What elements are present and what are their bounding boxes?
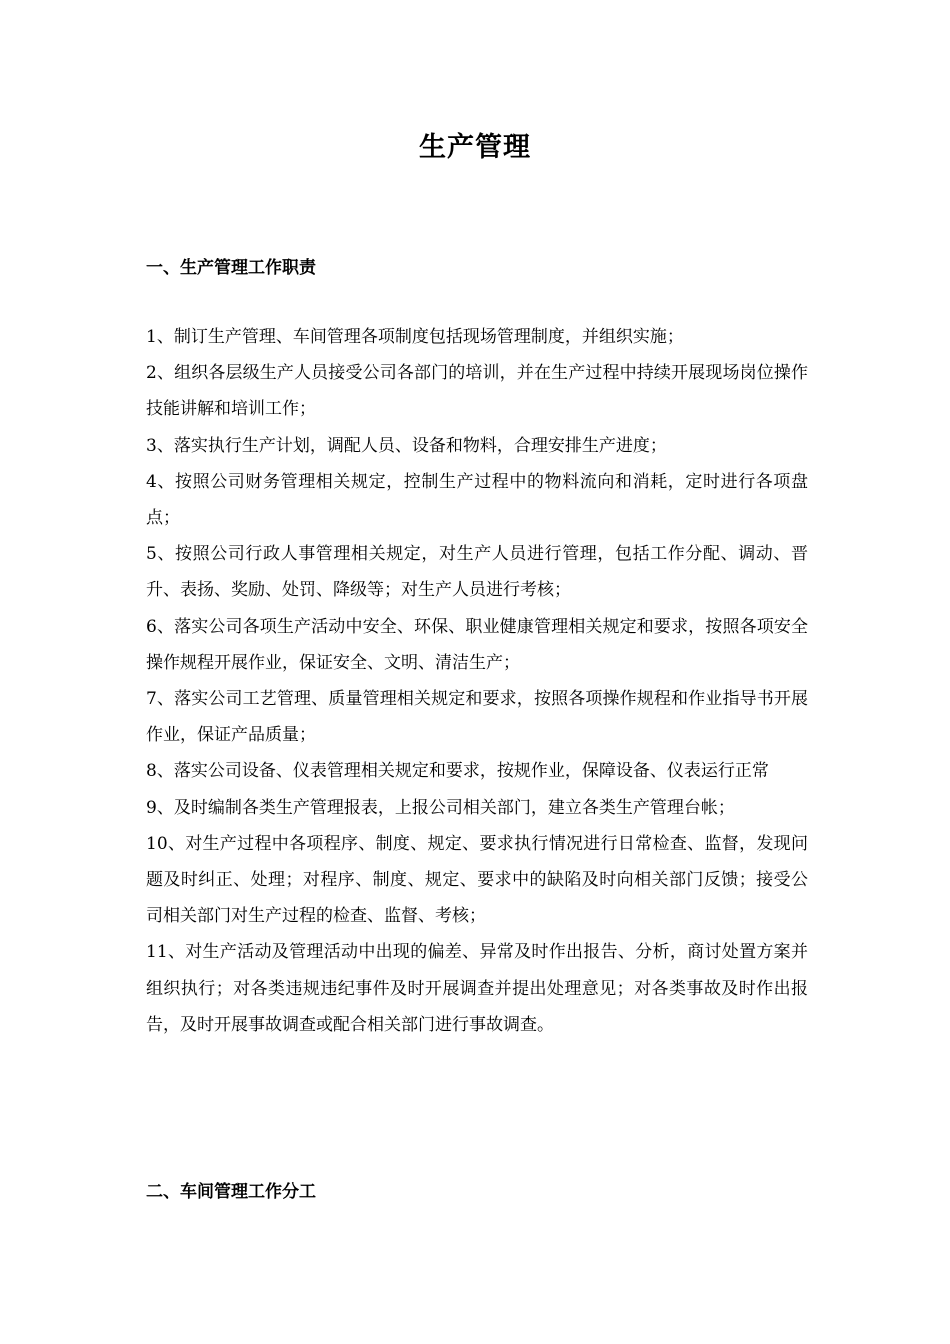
list-item: 11、对生产活动及管理活动中出现的偏差、异常及时作出报告、分析，商讨处置方案并组织执行；对各类违规违纪事件及时开展调查并提出处理意见；对各类事故及时作出报告，及时开展事故调查或配合相关部门进行事故调查。 (146, 942, 808, 1035)
list-item: 9、及时编制各类生产管理报表，上报公司相关部门，建立各类生产管理台帐； (146, 797, 735, 818)
section-heading-workshop-division: 二、车间管理工作分工 (146, 1182, 316, 1202)
list-item: 5、按照公司行政人事管理相关规定，对生产人员进行管理，包括工作分配、调动、晋升、表扬、奖励、处罚、降级等；对生产人员进行考核； (146, 544, 808, 601)
document-title: 生产管理 (419, 132, 531, 163)
list-item: 8、落实公司设备、仪表管理相关规定和要求，按规作业，保障设备、仪表运行正常 (146, 761, 769, 782)
list-item: 7、落实公司工艺管理、质量管理相关规定和要求，按照各项操作规程和作业指导书开展作业，保证产品质量； (146, 689, 808, 746)
list-item: 6、落实公司各项生产活动中安全、环保、职业健康管理相关规定和要求，按照各项安全操作规程开展作业，保证安全、文明、清洁生产； (146, 616, 808, 673)
section-heading-responsibilities: 一、生产管理工作职责 (146, 258, 316, 278)
list-item: 4、按照公司财务管理相关规定，控制生产过程中的物料流向和消耗，定时进行各项盘点； (146, 471, 808, 529)
list-item: 1、制订生产管理、车间管理各项制度包括现场管理制度，并组织实施； (146, 327, 684, 347)
list-item: 2、组织各层级生产人员接受公司各部门的培训，并在生产过程中持续开展现场岗位操作技能讲解和培训工作； (146, 363, 808, 420)
list-item: 10、对生产过程中各项程序、制度、规定、要求执行情况进行日常检查、监督，发现问题及时纠正、处理；对程序、制度、规定、要求中的缺陷及时向相关部门反馈；接受公司相关部门对生产过程的检查、监督、考核； (146, 833, 808, 927)
responsibilities-list (146, 319, 808, 1043)
list-item: 3、落实执行生产计划，调配人员、设备和物料，合理安排生产进度； (146, 435, 667, 456)
